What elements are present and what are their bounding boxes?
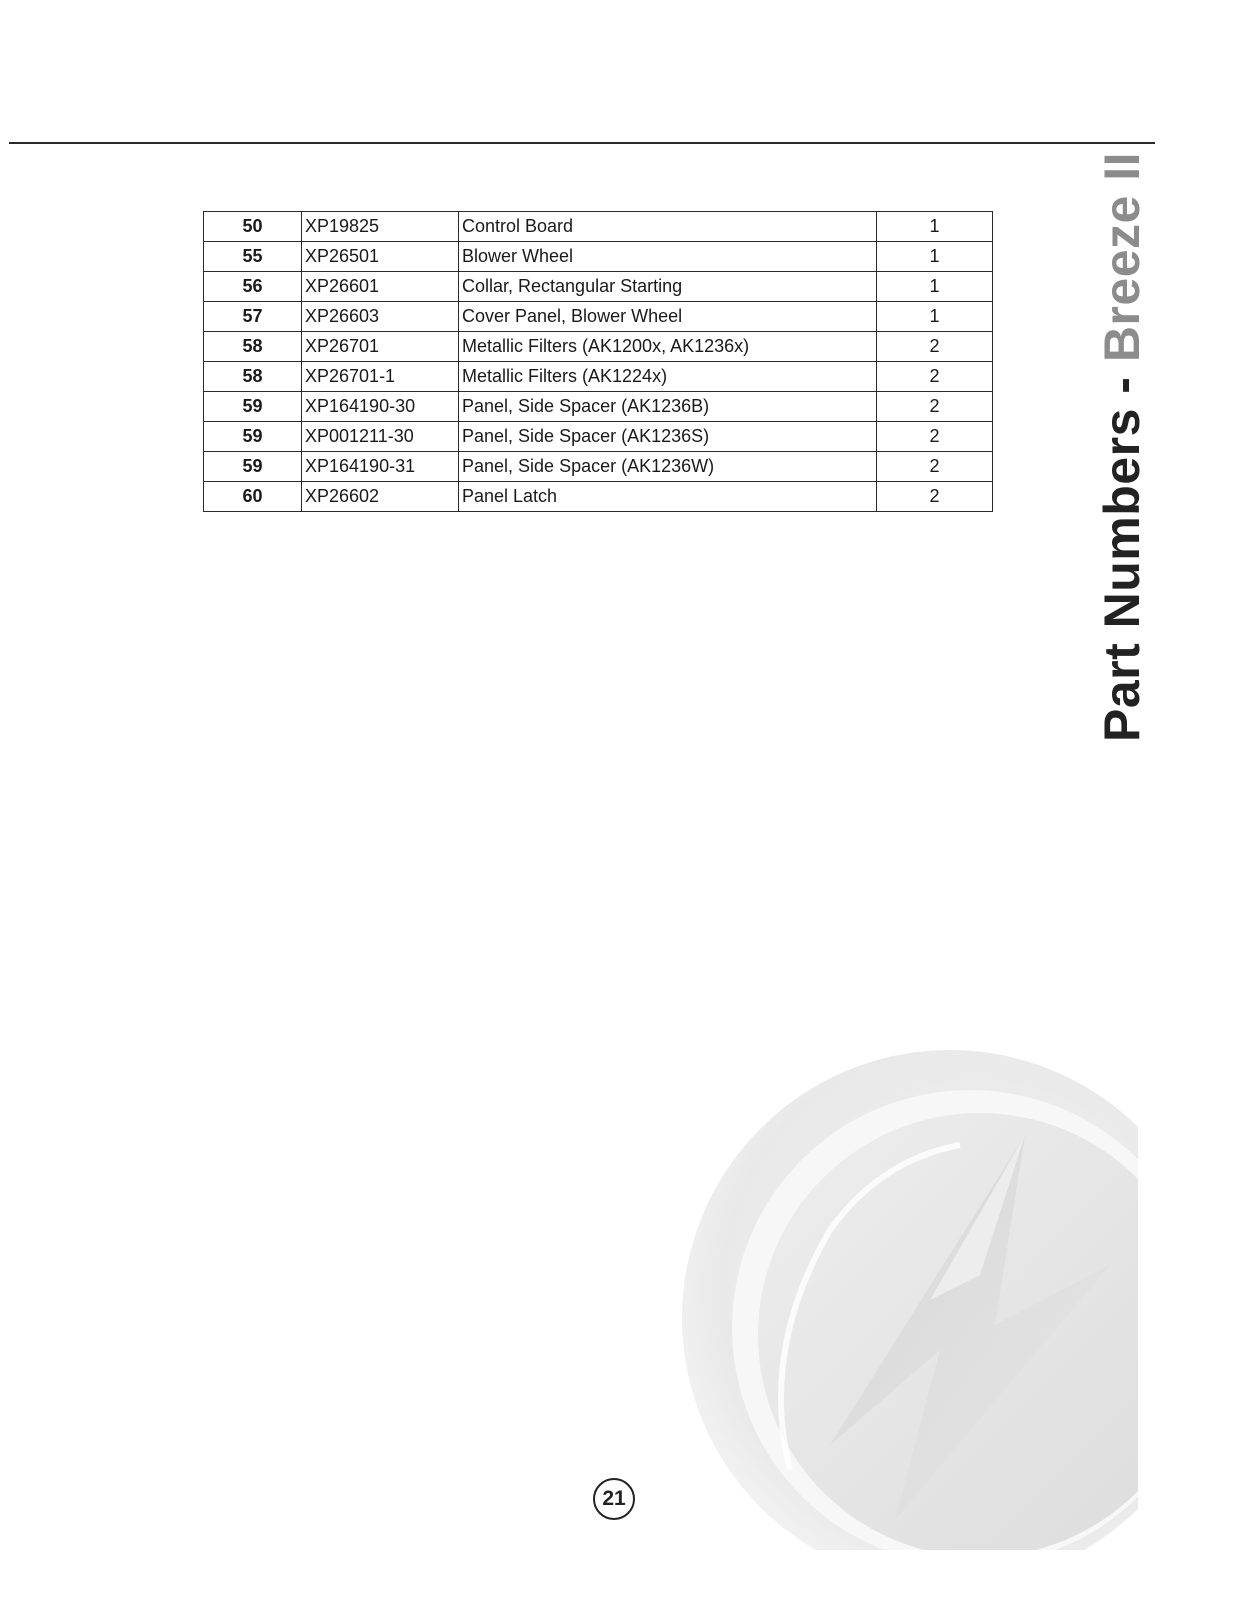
- part-number-cell: XP26603: [302, 302, 459, 332]
- table-row: [204, 362, 993, 392]
- table-row: [204, 242, 993, 272]
- table-row: [204, 392, 993, 422]
- part-number-cell: XP19825: [302, 212, 459, 242]
- description-cell: Panel Latch: [459, 482, 877, 512]
- quantity-cell: 2: [877, 422, 993, 452]
- quantity-cell: 1: [877, 272, 993, 302]
- quantity-cell: 2: [877, 482, 993, 512]
- parts-table: [203, 211, 993, 512]
- side-title-prefix: Part Numbers -: [1094, 362, 1150, 742]
- quantity-cell: 1: [877, 302, 993, 332]
- side-section-title: [1094, 152, 1150, 742]
- ref-number-cell: 59: [204, 422, 302, 452]
- page-number: 21: [593, 1478, 635, 1520]
- header-divider: [9, 142, 1155, 144]
- part-number-cell: XP26701: [302, 332, 459, 362]
- description-cell: Blower Wheel: [459, 242, 877, 272]
- part-number-cell: XP26602: [302, 482, 459, 512]
- quantity-cell: 2: [877, 452, 993, 482]
- watermark-graphic: [680, 1050, 1156, 1600]
- ref-number-cell: 59: [204, 392, 302, 422]
- ref-number-cell: 57: [204, 302, 302, 332]
- part-number-cell: XP26701-1: [302, 362, 459, 392]
- table-row: [204, 422, 993, 452]
- ref-number-cell: 59: [204, 452, 302, 482]
- quantity-cell: 2: [877, 392, 993, 422]
- description-cell: Panel, Side Spacer (AK1236W): [459, 452, 877, 482]
- table-row: [204, 452, 993, 482]
- part-number-cell: XP26501: [302, 242, 459, 272]
- description-cell: Metallic Filters (AK1224x): [459, 362, 877, 392]
- part-number-cell: XP26601: [302, 272, 459, 302]
- ref-number-cell: 58: [204, 332, 302, 362]
- quantity-cell: 1: [877, 242, 993, 272]
- parts-table-body: [204, 212, 993, 512]
- side-title-model: Breeze II: [1094, 152, 1150, 363]
- description-cell: Cover Panel, Blower Wheel: [459, 302, 877, 332]
- ref-number-cell: 58: [204, 362, 302, 392]
- brand-logo-watermark-icon: [680, 1050, 1156, 1600]
- description-cell: Metallic Filters (AK1200x, AK1236x): [459, 332, 877, 362]
- ref-number-cell: 56: [204, 272, 302, 302]
- quantity-cell: 2: [877, 362, 993, 392]
- table-row: [204, 272, 993, 302]
- table-row: [204, 332, 993, 362]
- description-cell: Panel, Side Spacer (AK1236B): [459, 392, 877, 422]
- table-row: [204, 482, 993, 512]
- ref-number-cell: 50: [204, 212, 302, 242]
- ref-number-cell: 60: [204, 482, 302, 512]
- ref-number-cell: 55: [204, 242, 302, 272]
- quantity-cell: 2: [877, 332, 993, 362]
- table-row: [204, 212, 993, 242]
- description-cell: Panel, Side Spacer (AK1236S): [459, 422, 877, 452]
- description-cell: Control Board: [459, 212, 877, 242]
- part-number-cell: XP164190-30: [302, 392, 459, 422]
- quantity-cell: 1: [877, 212, 993, 242]
- table-row: [204, 302, 993, 332]
- description-cell: Collar, Rectangular Starting: [459, 272, 877, 302]
- part-number-cell: XP164190-31: [302, 452, 459, 482]
- part-number-cell: XP001211-30: [302, 422, 459, 452]
